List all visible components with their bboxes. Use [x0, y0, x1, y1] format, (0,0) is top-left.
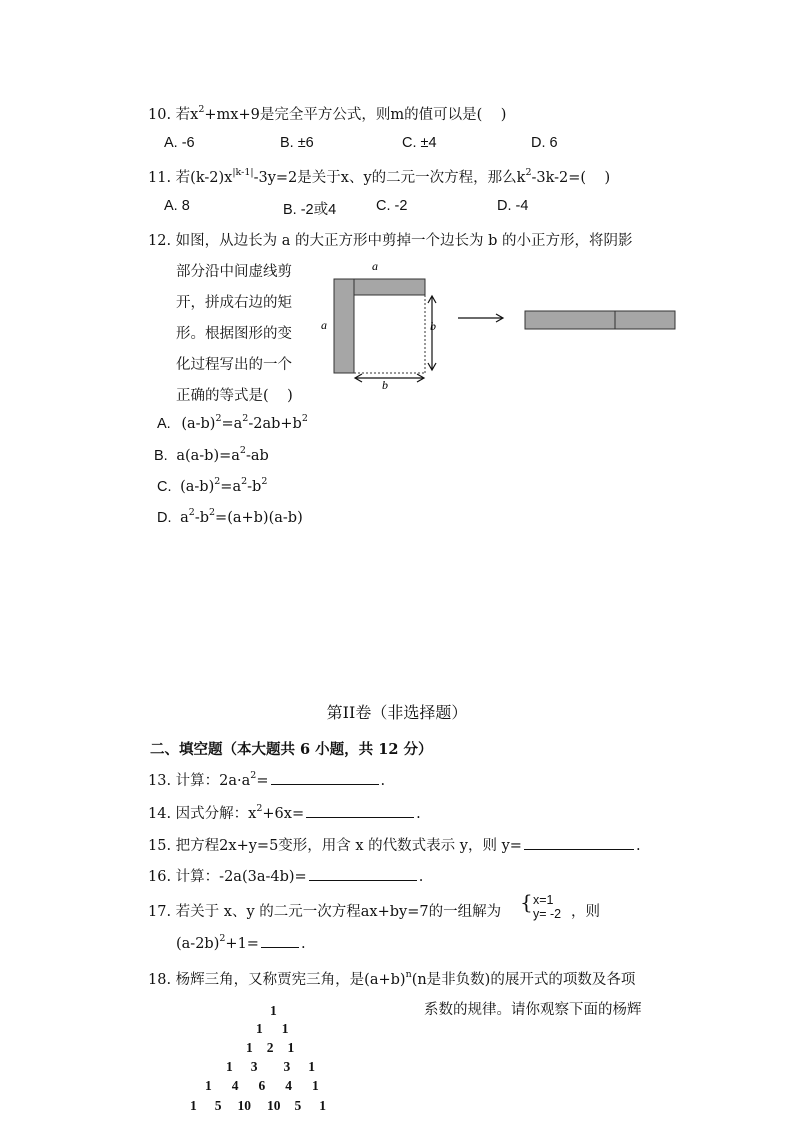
result-rectangle [525, 311, 675, 329]
answer-blank[interactable] [524, 848, 634, 850]
shaded-strip-top [354, 279, 425, 295]
question-17-line2: $(a-2b)^2+1=$ . [176, 933, 306, 952]
question-number: 12. [148, 233, 172, 249]
pascal-row-2: 1 1 [256, 1021, 289, 1036]
question-number: 10. [148, 107, 172, 123]
question-11 [148, 166, 610, 187]
q12-option-a[interactable]: A. $(a-b)^2=a^2-2ab+b^2$ [157, 413, 308, 432]
label-a-top: a [372, 259, 378, 273]
pascal-row-4: 1 3 3 1 [226, 1059, 315, 1074]
question-number: 15. [148, 838, 172, 854]
question-10 [148, 103, 506, 124]
q12-wrap-line-3: 形。根据图形的变 [176, 326, 292, 342]
q11-option-b[interactable]: B. -2或4 [283, 202, 337, 218]
answer-blank[interactable] [261, 946, 299, 948]
answer-blank[interactable] [309, 879, 417, 881]
q12-figure [315, 258, 685, 393]
q12-option-c[interactable]: C. $(a-b)^2=a^2-b^2$ [157, 476, 268, 495]
question-number: 11. [148, 170, 172, 186]
answer-blank[interactable] [306, 816, 414, 818]
question-18-line2: 系数的规律。请你观察下面的杨辉 [424, 1002, 642, 1018]
pascal-row-1: 1 [270, 1003, 277, 1018]
label-b-right: b [430, 319, 436, 333]
equation-system: x=1 y= -2 [533, 893, 562, 921]
label-a-left: a [321, 318, 327, 332]
q12-option-b[interactable]: B. $a(a-b)=a^2-ab$ [154, 445, 269, 464]
question-stem: 若$x^2+mx+9$是完全平方公式，则m的值可以是( ) [175, 104, 507, 123]
question-18: 18. 杨辉三角，又称贾宪三角，是$(a+b)^n(n$是非负数)的展开式的项数及各项 [148, 969, 636, 988]
q11-option-a[interactable]: A. 8 [164, 198, 190, 214]
q10-option-d[interactable]: D. 6 [531, 135, 558, 151]
question-15: 15. 把方程2x+y=5变形，用含 x 的代数式表示 y，则 y= . [148, 838, 641, 854]
q10-option-b[interactable]: B. ±6 [280, 135, 314, 151]
question-stem: 若$(k-2)x^{|k-1|}-3y=2$是关于x、y的二元一次方程，那么$k^2-3k-2=$( ) [175, 167, 611, 186]
question-number: 14. [148, 806, 172, 822]
question-13: 13. 计算：$2a\cdot a^2=$ . [148, 770, 386, 789]
label-b-bottom: b [382, 378, 388, 392]
system-brace: { [520, 890, 533, 914]
question-number: 18. [148, 972, 172, 988]
question-number: 13. [148, 773, 172, 789]
question-12 [148, 229, 633, 250]
q12-wrap-line-1: 部分沿中间虚线剪 [176, 264, 292, 280]
question-17: 17. 若关于 x、y 的二元一次方程ax+by=7的一组解为 [148, 904, 502, 920]
question-16: 16. 计算：-2a(3a-4b)= . [148, 869, 424, 885]
question-number: 17. [148, 904, 172, 920]
q12-wrap-line-4: 化过程写出的一个 [176, 357, 292, 373]
q12-wrap-line-5: 正确的等式是( ) [176, 388, 293, 404]
q12-option-d[interactable]: D. $a^2-b^2=(a+b)(a-b)$ [157, 507, 303, 526]
pascal-row-5: 1 4 6 4 1 [205, 1078, 319, 1093]
shaded-strip-left [334, 279, 354, 373]
question-number: 16. [148, 869, 172, 885]
answer-blank[interactable] [271, 783, 379, 785]
pascal-row-3: 1 2 1 [246, 1040, 295, 1055]
part-title: 第II卷（非选择题） [326, 703, 468, 722]
q11-option-d[interactable]: D. -4 [497, 198, 529, 214]
q11-option-c[interactable]: C. -2 [376, 198, 408, 214]
question-stem: 如图，从边长为 a 的大正方形中剪掉一个边长为 b 的小正方形，将阴影 [175, 233, 633, 249]
q12-wrap-line-2: 开，拼成右边的矩 [176, 295, 292, 311]
q10-option-c[interactable]: C. ±4 [402, 135, 437, 151]
q17-tail: ，则 [571, 904, 600, 920]
question-14: 14. 因式分解：$x^2+6x=$ . [148, 803, 421, 822]
pascal-row-6: 1 5 10 10 5 1 [190, 1098, 326, 1113]
section-heading: 二、填空题（本大题共 6 小题，共 12 分） [150, 741, 433, 758]
q10-option-a[interactable]: A. -6 [164, 135, 195, 151]
